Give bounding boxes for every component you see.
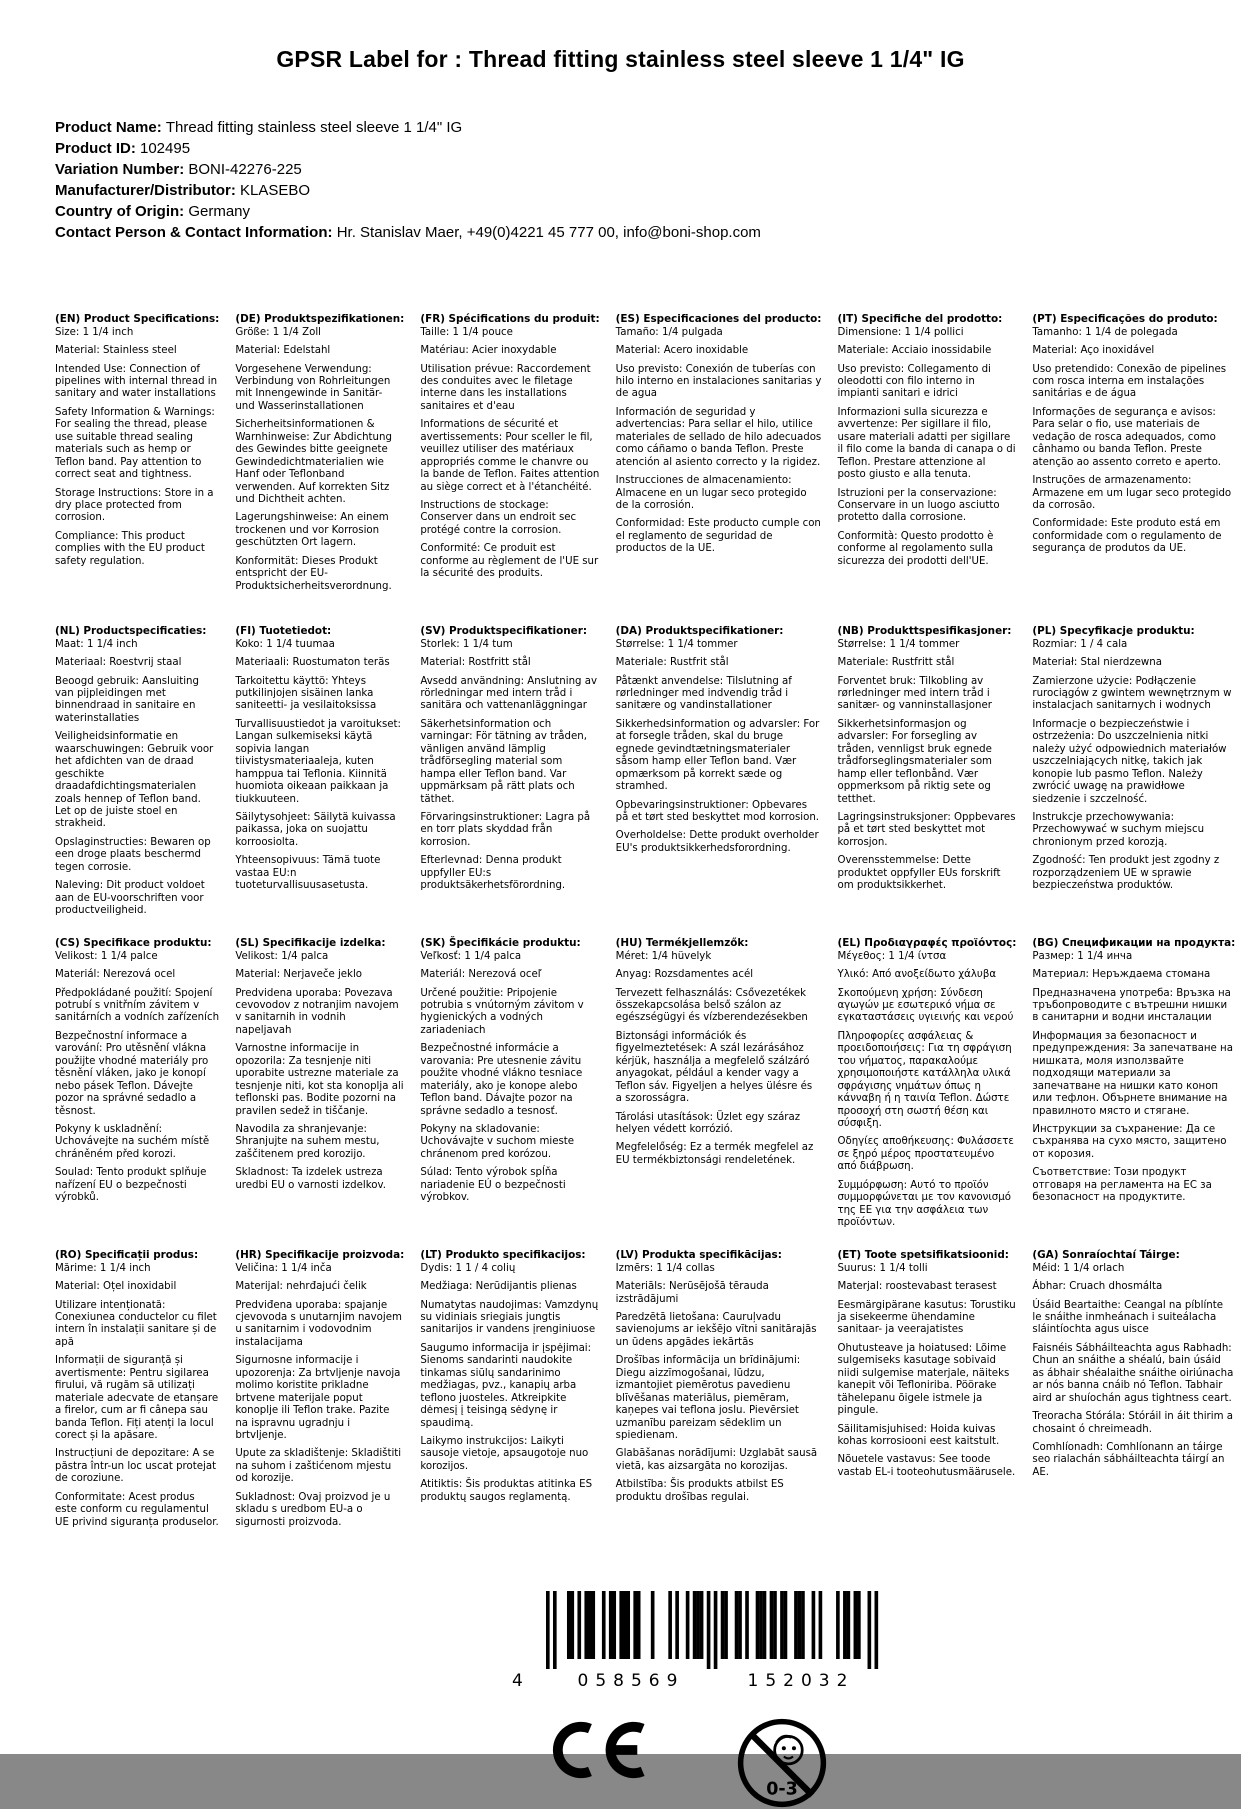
spec-paragraph: Materjal: roostevabast terasest (837, 1281, 997, 1293)
product-info-row (55, 138, 1241, 159)
spec-paragraph: Lagringsinstruksjoner: Oppbevares på et tørt sted beskyttet mot korrosjon. (837, 811, 1016, 848)
spec-paragraph: Tamanho: 1 1/4 de polegada (1032, 326, 1178, 338)
page-title: GPSR Label for : Thread fitting stainless steel sleeve 1 1/4" IG (276, 46, 965, 72)
product-info-label: Product Name: (55, 119, 166, 136)
spec-paragraph: Sigurnosne informacije i upozorenja: Za brtvljenje navoja molimo koristite prikladne brtvene materijale poput konoplje ili Teflon trake. Pazite na ispravnu ugradnju i brtvljenje. (235, 1355, 401, 1441)
spec-paragraph: Utilisation prévue: Raccordement des conduites avec le filetage interne dans les installations sanitaires et d'eau (420, 363, 591, 412)
spec-paragraph: Uso previsto: Collegamento di oleodotti con filo interno in impianti sanitari e idrici (837, 363, 991, 400)
spec-paragraph: Informações de segurança e avisos: Para selar o fio, use materiais de vedação de rosca adequados, como cânhamo ou banda Teflon. Preste atenção ao assento correto e aperto. (1032, 406, 1221, 468)
spec-paragraph: Material: Nerjaveče jeklo (235, 969, 363, 981)
spec-block-header: (GA) Sonraíochtaí Táirge: (1032, 1249, 1180, 1261)
spec-paragraph: Treoracha Stórála: Stóráil in áit thirim a chosaint ó chreimeadh. (1032, 1411, 1233, 1435)
product-info-label: Country of Origin: (55, 203, 189, 220)
spec-paragraph: Съответствие: Този продукт отговаря на регламента на ЕС за безопасност на продуктите. (1032, 1167, 1212, 1204)
spec-paragraph: Vorgesehene Verwendung: Verbindung von Rohrleitungen mit Innengewinde in Sanitär- und Wasserinstallationen (235, 363, 391, 412)
spec-paragraph: Uso pretendido: Conexão de pipelines com rosca interna em instalações sanitárias e de água (1032, 363, 1227, 400)
spec-paragraph: Biztonsági információk és figyelmeztetések: A szál lezárásához kérjük, használja a megfelelő szálzáró anyagokat, például a kender vagy a Teflon sáv. Figyeljen a helyes ülésre és a szorosságra. (615, 1030, 813, 1105)
spec-block-header: (PL) Specyfikacje produktu: (1032, 625, 1195, 637)
spec-paragraph: Velikost: 1 1/4 palce (55, 950, 158, 962)
spec-paragraph: Tamaño: 1/4 pulgada (615, 326, 723, 338)
spec-block-lv (616, 1249, 822, 1561)
spec-paragraph: Bezpečnostné informácie a varovania: Pre utesnenie závitu použite vhodné vlákno tesniace materiály, ako je konope alebo Teflon band. Dávajte pozor na správne sedadlo a tesnosť. (420, 1043, 583, 1117)
spec-block-sv (420, 625, 599, 937)
spec-paragraph: Forventet bruk: Tilkobling av rørledninger med intern tråd i sanitær- og vanninstallasjoner (837, 675, 992, 712)
spec-paragraph: Veiligheidsinformatie en waarschuwingen: Gebruik voor het afdichten van de draad geschikte draadafdichtingsmaterialen zoals hennep of Teflon band. Let op de juiste stoel en strakheid. (55, 731, 214, 830)
spec-block-header: (EL) Προδιαγραφές προϊόντος: (837, 937, 1017, 949)
spec-paragraph: Uso previsto: Conexión de tuberías con hilo interno en instalaciones sanitarias y de agua (615, 363, 822, 400)
spec-paragraph: Utilizare intenționată: Conexiunea conductelor cu filet intern în instalații sanitare și de apă (55, 1299, 217, 1348)
spec-paragraph: Material: Edelstahl (235, 345, 331, 357)
spec-paragraph: Størrelse: 1 1/4 tommer (615, 638, 738, 650)
spec-block-header: (ES) Especificaciones del producto: (615, 313, 822, 325)
spec-paragraph: Mărime: 1 1/4 inch (55, 1262, 151, 1274)
spec-block-header: (SL) Specifikacije izdelka: (235, 937, 386, 949)
spec-paragraph: Conformitate: Acest produs este conform cu regulamentul UE privind siguranța produselor. (55, 1491, 219, 1528)
product-info-value: Germany (188, 203, 251, 220)
spec-paragraph: Material: Acero inoxidable (615, 345, 749, 357)
spec-paragraph: Conformité: Ce produit est conforme au règlement de l'UE sur la sécurité des produits. (420, 543, 599, 580)
spec-paragraph: Ábhar: Cruach dhosmálta (1032, 1281, 1163, 1293)
spec-paragraph: Instruções de armazenamento: Armazene em um lugar seco protegido da corrosão. (1032, 475, 1232, 511)
barcode-digits-left: 058569 (577, 1671, 685, 1691)
spec-paragraph: Storage Instructions: Store in a dry place protected from corrosion. (55, 487, 214, 524)
spec-paragraph: Информация за безопасност и предупреждения: За запечатване на нишката, моля използвайте подходящи материали за запечатване на нишки като коноп или тефлон. Обърнете внимание на правилното място и стягане. (1032, 1030, 1233, 1117)
spec-paragraph: Materiaal: Roestvrij staal (55, 657, 182, 669)
spec-block-lt (420, 1249, 599, 1561)
spec-block-header: (DA) Produktspecifikationer: (615, 625, 784, 637)
spec-block-nl (55, 625, 219, 937)
product-info-row (55, 159, 1241, 180)
spec-paragraph: Předpokládané použití: Spojení potrubí s vnitřním závitem v sanitárních a vodních zařízeních (55, 987, 220, 1024)
barcode-digit-lead: 4 (512, 1671, 523, 1691)
spec-block-header: (CS) Specifikace produktu: (55, 937, 212, 949)
spec-block-header: (NL) Productspecificaties: (55, 625, 207, 637)
spec-paragraph: Instrucțiuni de depozitare: A se păstra într-un loc uscat protejat de coroziune. (55, 1448, 217, 1485)
spec-paragraph: Konformität: Dieses Produkt entspricht der EU-Produktsicherheitsverordnung. (235, 555, 392, 592)
spec-paragraph: Materijal: nehrđajući čelik (235, 1281, 367, 1293)
spec-block-fr (420, 313, 599, 625)
spec-block-da (616, 625, 822, 937)
language-specs-grid (55, 313, 1236, 1561)
spec-paragraph: Bezpečnostní informace a varování: Pro utěsnění vlákna použijte vhodné materiály pro těsnění vláken, jako je konopí nebo pásek Teflon. Dávejte pozor na správné sedadlo a těsnost. (55, 1030, 209, 1117)
spec-paragraph: Opbevaringsinstruktioner: Opbevares på et tørt sted beskyttet mod korrosion. (615, 799, 820, 823)
spec-paragraph: Instrucciones de almacenamiento: Almacene en un lugar seco protegido de la corrosión. (615, 475, 807, 511)
product-info-row (55, 180, 1241, 201)
spec-paragraph: Taille: 1 1/4 pouce (420, 326, 513, 338)
spec-paragraph: Koko: 1 1/4 tuumaa (235, 638, 335, 650)
spec-paragraph: Tarkoitettu käyttö: Yhteys putkilinjojen sisäinen lanka saniteetti- ja vesilaitoksissa (235, 675, 377, 712)
spec-paragraph: Συμμόρφωση: Αυτό το προϊόν συμμορφώνεται με τον κανονισμό της ΕΕ για την ασφάλεια των προϊόντων. (837, 1179, 1011, 1228)
spec-paragraph: Saugumo informacija ir įspėjimai: Sienoms sandarinti naudokite tinkamas siūlų sandarinimo medžiagas, pvz., kanapių arba teflono juosteles. Atkreipkite dėmesį į teisingą sėdynę ir spaudimą. (420, 1342, 592, 1429)
spec-paragraph: Materiál: Nerezová oceľ (420, 969, 542, 981)
spec-paragraph: Veľkosť: 1 1/4 palca (420, 950, 522, 962)
spec-paragraph: Paredzētā lietošana: Cauruļvadu savienojums ar iekšējo vītni sanitārajās un ūdens apgādes iekārtās (615, 1312, 817, 1348)
spec-paragraph: Medžiaga: Nerūdijantis plienas (420, 1281, 577, 1293)
spec-paragraph: Efterlevnad: Denna produkt uppfyller EU:s produktsäkerhetsförordning. (420, 855, 566, 892)
barcode-digits (512, 1671, 912, 1691)
spec-paragraph: Πληροφορίες ασφάλειας & προειδοποιήσεις: Για τη σφράγιση του νήματος, παρακαλούμε χρησιμοποιήστε κατάλληλα υλικά σφράγισης νημάτων όπως η κάνναβη ή η ταινία Teflon. Δώστε προσοχή στη σωστή θέση και σύσφιξη. (837, 1030, 1012, 1129)
spec-block-header: (FI) Tuotetiedot: (235, 625, 332, 637)
product-info-row (55, 222, 1241, 243)
spec-paragraph: Méret: 1/4 hüvelyk (615, 950, 712, 962)
spec-paragraph: Maat: 1 1/4 inch (55, 638, 138, 650)
spec-paragraph: Informazioni sulla sicurezza e avvertenze: Per sigillare il filo, usare materiali adatti per sigillare il filo come la banda di canapa o di Teflon. Prestare attenzione al posto giusto e alla tenuta. (837, 406, 1016, 481)
spec-paragraph: Overensstemmelse: Dette produktet oppfyller EUs forskrift om produktsikkerhet. (837, 855, 1001, 892)
spec-paragraph: Velikost: 1/4 palca (235, 950, 329, 962)
spec-paragraph: Ohutusteave ja hoiatused: Lõime sulgemiseks kasutage sobivaid niidi sulgemise materjale, näiteks kanepit või Tefloniriba. Pöörake tähelepanu õigele istmele ja pingule. (837, 1342, 1010, 1417)
spec-paragraph: Nõuetele vastavus: See toode vastab EL-i tooteohutusmäärusele. (837, 1454, 1016, 1478)
spec-block-bg (1032, 937, 1235, 1249)
spec-block-fi (235, 625, 404, 937)
spec-paragraph: Pokyny k uskladnění: Uchovávejte na suchém místě chráněném před korozi. (55, 1123, 210, 1160)
spec-paragraph: Förvaringsinstruktioner: Lagra på en torr plats skyddad från korrosion. (420, 811, 591, 848)
spec-paragraph: Υλικό: Από ανοξείδωτο χάλυβα (837, 969, 997, 981)
spec-paragraph: Μέγεθος: 1 1/4 ίντσα (837, 950, 947, 962)
spec-paragraph: Säkerhetsinformation och varningar: För tätning av tråden, vänligen använd lämplig trådförsegling material som hampa eller Teflon band. Var uppmärksam på rätt plats och täthet. (420, 718, 587, 805)
spec-paragraph: Faisnéis Sábháilteachta agus Rabhadh: Chun an snáithe a shéalú, bain úsáid as ábhair shéalaithe snáithe oiriúnacha ar nós banna cnáib nó Teflon. Tabhair aird ar shuíochán agus tightness ceart. (1032, 1342, 1234, 1404)
spec-paragraph: Veličina: 1 1/4 inča (235, 1262, 332, 1274)
spec-paragraph: Skladnost: Ta izdelek ustreza uredbi EU o varnosti izdelkov. (235, 1167, 386, 1191)
ean13-barcode (512, 1591, 912, 1691)
spec-paragraph: Rozmiar: 1 / 4 cala (1032, 638, 1128, 650)
product-info (55, 117, 1241, 243)
spec-block-header: (IT) Specifiche del prodotto: (837, 313, 1003, 325)
spec-paragraph: Dimensione: 1 1/4 pollici (837, 326, 964, 338)
spec-paragraph: Atbilstība: Šis produkts atbilst ES produktu drošības regulai. (615, 1479, 784, 1503)
spec-paragraph: Conformità: Questo prodotto è conforme al regolamento sulla sicurezza dei prodotti dell'UE. (837, 530, 994, 567)
spec-paragraph: Conformidade: Este produto está em conformidade com o regulamento de segurança de produtos da UE. (1032, 518, 1222, 555)
spec-paragraph: Upute za skladištenje: Skladištiti na suhom i zaštićenom mjestu od korozije. (235, 1448, 402, 1485)
spec-paragraph: Tervezett felhasználás: Csővezetékek összekapcsolása belső szálon az egészségügyi és vízberendezésekben (615, 987, 808, 1024)
spec-block-header: (BG) Спецификации на продукта: (1032, 937, 1236, 949)
spec-paragraph: Úsáid Beartaithe: Ceangal na píblínte le snáithe inmheánach i suiteálacha sláintíochta agus uisce (1032, 1299, 1224, 1336)
spec-paragraph: Dydis: 1 1 / 4 colių (420, 1262, 516, 1274)
product-info-value: 102495 (140, 140, 191, 157)
spec-paragraph: Lagerungshinweise: An einem trockenen und vor Korrosion geschützten Ort lagern. (235, 512, 389, 549)
spec-paragraph: Beoogd gebruik: Aansluiting van pijpleidingen met binnendraad in sanitaire en waterinstallaties (55, 675, 199, 724)
spec-paragraph: Οδηγίες αποθήκευσης: Φυλάσσετε σε ξηρό μέρος προστατευμένο από διάβρωση. (837, 1136, 1014, 1173)
spec-paragraph: Sikkerhetsinformasjon og advarsler: For forsegling av tråden, vennligst bruk egnede trådforseglingsmaterialer som hamp eller teflonbånd. Vær oppmerksom på riktig sete og tetthet. (837, 718, 992, 805)
spec-block-et (837, 1249, 1016, 1561)
spec-paragraph: Materiaali: Ruostumaton teräs (235, 657, 390, 669)
ce-mark-icon (548, 1717, 648, 1783)
spec-block-it (837, 313, 1016, 625)
spec-paragraph: Informations de sécurité et avertissements: Pour sceller le fil, veuillez utiliser des matériaux appropriés comme le chanvre ou la bande de Teflon. Faites attention au siège correct et à l'étanchéité. (420, 419, 600, 493)
spec-paragraph: Comhlíonadh: Comhlíonann an táirge seo rialachán sábháilteachta táirgí an AE. (1032, 1441, 1225, 1478)
spec-block-header: (RO) Specificații produs: (55, 1249, 199, 1261)
spec-paragraph: Istruzioni per la conservazione: Conservare in un luogo asciutto protetto dalla corrosione. (837, 487, 1000, 524)
spec-paragraph: Tárolási utasítások: Üzlet egy száraz helyen védett korrózió. (615, 1111, 801, 1135)
spec-paragraph: Zamierzone użycie: Podłączenie rurociągów z gwintem wewnętrznym w instalacjach sanitarnych i wodnych (1032, 675, 1232, 712)
spec-paragraph: Инструкции за съхранение: Да се съхранява на сухо място, защитено от корозия. (1032, 1123, 1227, 1160)
spec-paragraph: Instrukcje przechowywania: Przechowywać w suchym miejscu chronionym przed korozją. (1032, 811, 1205, 848)
spec-paragraph: Säilytysohjeet: Säilytä kuivassa paikassa, joka on suojattu korroosiolta. (235, 811, 396, 848)
spec-paragraph: Størrelse: 1 1/4 tommer (837, 638, 960, 650)
spec-paragraph: Drošības informācija un brīdinājumi: Diegu aizzīmogošanai, lūdzu, izmantojiet piemērotus pavedienu blīvēšanas materiālus, piemēram, kaņepes vai teflona joslu. Pievērsiet uzmanību pareizam sēdeklim un spiedienam. (615, 1355, 801, 1441)
spec-paragraph: Soulad: Tento produkt splňuje nařízení EU o bezpečnosti výrobků. (55, 1167, 207, 1204)
barcode-section (512, 1591, 932, 1809)
product-info-label: Manufacturer/Distributor: (55, 182, 241, 199)
spec-paragraph: Σκοπούμενη χρήση: Σύνδεση αγωγών με εσωτερικό νήμα σε εγκαταστάσεις υγιεινής και νερού (837, 987, 1014, 1024)
spec-block-pt (1032, 313, 1235, 625)
product-info-label: Contact Person & Contact Information: (55, 224, 337, 241)
spec-paragraph: Pokyny na skladovanie: Uchovávajte v suchom mieste chránenom pred korózou. (420, 1123, 575, 1160)
spec-paragraph: Säilitamisjuhised: Hoida kuivas kohas korrosiooni eest kaitstult. (837, 1423, 1000, 1447)
product-info-value: Hr. Stanislav Maer, +49(0)4221 45 777 00, info@boni-shop.com (336, 224, 761, 241)
barcode-bars (546, 1591, 878, 1669)
spec-paragraph: Storlek: 1 1/4 tum (420, 638, 513, 650)
spec-paragraph: Material: Oțel inoxidabil (55, 1281, 177, 1293)
spec-paragraph: Varnostne informacije in opozorila: Za tesnjenje niti uporabite ustrezne materiale za tesnjenje niti, kot sta konoplja ali teflonski pas. Bodite pozorni na pravilen sedež in tiščanje. (235, 1043, 404, 1117)
spec-block-nb (837, 625, 1016, 937)
spec-block-header: (SK) Špecifikácie produktu: (420, 937, 581, 949)
spec-block-header: (ET) Toote spetsifikatsioonid: (837, 1249, 1009, 1261)
spec-paragraph: Izmērs: 1 1/4 collas (615, 1262, 715, 1274)
spec-paragraph: Material: Aço inoxidável (1032, 345, 1155, 357)
spec-paragraph: Suurus: 1 1/4 tolli (837, 1262, 928, 1274)
product-info-label: Variation Number: (55, 161, 189, 178)
spec-block-el (837, 937, 1016, 1249)
spec-block-header: (LT) Produkto specifikacijos: (420, 1249, 586, 1261)
spec-paragraph: Materiał: Stal nierdzewna (1032, 657, 1162, 669)
spec-block-header: (HU) Termékjellemzők: (615, 937, 749, 949)
spec-paragraph: Navodila za shranjevanje: Shranjujte na suhem mestu, zaščitenem pred korozijo. (235, 1123, 380, 1160)
spec-paragraph: Materiale: Acciaio inossidabile (837, 345, 992, 357)
spec-paragraph: Informacje o bezpieczeństwie i ostrzeżenia: Do uszczelnienia nitki należy użyć odpowiednich materiałów uszczelniających nitkę, takich jak konopie lub pasmo Teflon. Należy zwrócić uwagę na prawidłowe siedzenie i szczelność. (1032, 718, 1227, 805)
product-info-value: BONI-42276-225 (188, 161, 302, 178)
spec-block-header: (DE) Produktspezifikationen: (235, 313, 405, 325)
spec-paragraph: Matériau: Acier inoxydable (420, 345, 557, 357)
spec-block-de (235, 313, 404, 625)
spec-paragraph: Instructions de stockage: Conserver dans un endroit sec protégé contre la corrosion. (420, 499, 577, 536)
spec-paragraph: Sukladnost: Ovaj proizvod je u skladu s uredbom EU-a o sigurnosti proizvoda. (235, 1491, 391, 1528)
spec-paragraph: Atitiktis: Šis produktas atitinka ES produktų saugos reglamentą. (420, 1479, 593, 1503)
spec-block-header: (FR) Spécifications du produit: (420, 313, 600, 325)
spec-paragraph: Eesmärgipärane kasutus: Torustiku ja sisekeerme ühendamine sanitaar- ja veerajatistes (837, 1299, 1016, 1336)
age-warning-label: 0-3 (766, 1779, 798, 1800)
spec-block-header: (LV) Produkta specifikācijas: (615, 1249, 782, 1261)
spec-paragraph: Conformidad: Este producto cumple con el reglamento de seguridad de productos de la UE. (615, 518, 821, 555)
spec-block-header: (SV) Produktspecifikationer: (420, 625, 587, 637)
spec-block-cs (55, 937, 219, 1249)
spec-paragraph: Určené použitie: Pripojenie potrubia s vnútorným závitom v hygienických a vodných zariadeniach (420, 987, 584, 1036)
spec-paragraph: Información de seguridad y advertencias: Para sellar el hilo, utilice materiales de sellado de hilo adecuados como cáñamo o banda Teflon. Preste atención al asiento correcto y la rigidez. (615, 406, 822, 468)
spec-paragraph: Sikkerhedsinformation og advarsler: For at forsegle tråden, skal du bruge egnede gevindtætningsmaterialer såsom hamp eller Teflon band. Vær opmærksom på korrekt sæde og stramhed. (615, 718, 820, 793)
product-info-row (55, 201, 1241, 222)
spec-paragraph: Glabāšanas norādījumi: Uzglabāt sausā vietā, kas aizsargāta no korozijas. (615, 1448, 818, 1472)
spec-paragraph: Påtænkt anvendelse: Tilslutning af rørledninger med indvendig tråd i sanitære og vandinstallationer (615, 675, 792, 712)
compliance-marks (548, 1717, 932, 1809)
spec-paragraph: Laikymo instrukcijos: Laikyti sausoje vietoje, apsaugotoje nuo korozijos. (420, 1435, 589, 1472)
spec-block-sl (235, 937, 404, 1249)
spec-block-es (616, 313, 822, 625)
spec-paragraph: Размер: 1 1/4 инча (1032, 950, 1133, 962)
spec-paragraph: Predviđena uporaba: spajanje cjevovoda s unutarnjim navojem u sanitarnim i vodovodnim instalacijama (235, 1299, 402, 1348)
spec-block-hu (616, 937, 822, 1249)
spec-paragraph: Informații de siguranță și avertismente: Pentru sigilarea firului, vă rugăm să utilizați materiale adecvate de etanșare a firelor, cum ar fi cânepa sau banda Teflon. Fiți atenți la locul corect și la apăsare. (55, 1355, 219, 1441)
product-info-value: Thread fitting stainless steel sleeve 1 1/4" IG (165, 119, 463, 136)
spec-paragraph: Material: Rostfritt stål (420, 657, 531, 669)
spec-paragraph: Materiāls: Nerūsējošā tērauda izstrādājumi (615, 1281, 769, 1305)
spec-paragraph: Size: 1 1/4 inch (55, 326, 134, 338)
barcode-digits-right: 152032 (747, 1671, 855, 1691)
spec-paragraph: Avsedd användning: Anslutning av rörledningar med intern tråd i sanitära och vattenanläggningar (420, 675, 598, 712)
spec-paragraph: Sicherheitsinformationen & Warnhinweise: Zur Abdichtung des Gewindes bitte geeignete Gewindedichtmaterialien wie Hanf oder Teflonband verwenden. Auf korrekten Sitz und Dichtheit achten. (235, 419, 392, 505)
spec-paragraph: Méid: 1 1/4 orlach (1032, 1262, 1125, 1274)
spec-paragraph: Megfelelőség: Ez a termék megfelel az EU termékbiztonsági rendeletének. (615, 1142, 814, 1166)
spec-paragraph: Anyag: Rozsdamentes acél (615, 969, 754, 981)
spec-block-header: (NB) Produkttspesifikasjoner: (837, 625, 1012, 637)
product-info-value: KLASEBO (240, 182, 311, 199)
spec-paragraph: Intended Use: Connection of pipelines with internal thread in sanitary and water installations (55, 363, 218, 400)
spec-paragraph: Naleving: Dit product voldoet aan de EU-voorschriften voor productveiligheid. (55, 880, 205, 916)
product-info-label: Product ID: (55, 140, 140, 157)
spec-paragraph: Zgodność: Ten produkt jest zgodny z rozporządzeniem UE w sprawie bezpieczeństwa produktów. (1032, 855, 1220, 892)
spec-block-header: (EN) Product Specifications: (55, 313, 220, 325)
spec-block-sk (420, 937, 599, 1249)
spec-paragraph: Súlad: Tento výrobok spĺňa nariadenie EÚ o bezpečnosti výrobkov. (420, 1167, 566, 1204)
spec-paragraph: Предназначена употреба: Връзка на тръбопроводите с вътрешни нишки в санитарни и водни инсталации (1032, 987, 1231, 1024)
spec-paragraph: Yhteensopivuus: Tämä tuote vastaa EU:n tuoteturvallisuusasetusta. (235, 855, 381, 892)
spec-paragraph: Predvidena uporaba: Povezava cevovodov z notranjim navojem v sanitarnih in vodnih napeljavah (235, 987, 399, 1036)
spec-paragraph: Materiál: Nerezová ocel (55, 969, 176, 981)
spec-paragraph: Overholdelse: Dette produkt overholder EU's produktsikkerhedsforordning. (615, 830, 819, 854)
spec-block-en (55, 313, 219, 625)
spec-paragraph: Safety Information & Warnings: For sealing the thread, please use suitable thread sealing materials such as hemp or Teflon band. Pay attention to correct seat and tightness. (55, 406, 215, 481)
age-warning-0-3-icon (736, 1717, 828, 1809)
spec-block-header: (PT) Especificações do produto: (1032, 313, 1218, 325)
spec-block-pl (1032, 625, 1235, 937)
spec-block-ga (1032, 1249, 1235, 1561)
spec-paragraph: Opslaginstructies: Bewaren op een droge plaats beschermd tegen corrosie. (55, 836, 211, 873)
spec-block-header: (HR) Specifikacije proizvoda: (235, 1249, 405, 1261)
spec-paragraph: Материал: Неръждаема стомана (1032, 969, 1211, 981)
spec-paragraph: Compliance: This product complies with the EU product safety regulation. (55, 530, 205, 567)
spec-paragraph: Numatytas naudojimas: Vamzdynų su vidiniais sriegiais jungtis sanitarijos ir vandens įrenginiuose (420, 1299, 599, 1336)
spec-paragraph: Turvallisuustiedot ja varoitukset: Langan sulkemiseksi käytä sopivia langan tiivistysmateriaaleja, kuten hamppua tai Teflonia. Kiinnitä huomiota oikeaan paikkaan ja tiukkuuteen. (235, 718, 401, 805)
spec-paragraph: Größe: 1 1/4 Zoll (235, 326, 322, 338)
spec-paragraph: Materiale: Rustfrit stål (615, 657, 729, 669)
spec-block-hr (235, 1249, 404, 1561)
spec-block-ro (55, 1249, 219, 1561)
spec-paragraph: Materiale: Rustfritt stål (837, 657, 955, 669)
spec-paragraph: Material: Stainless steel (55, 345, 177, 357)
product-info-row (55, 117, 1241, 138)
